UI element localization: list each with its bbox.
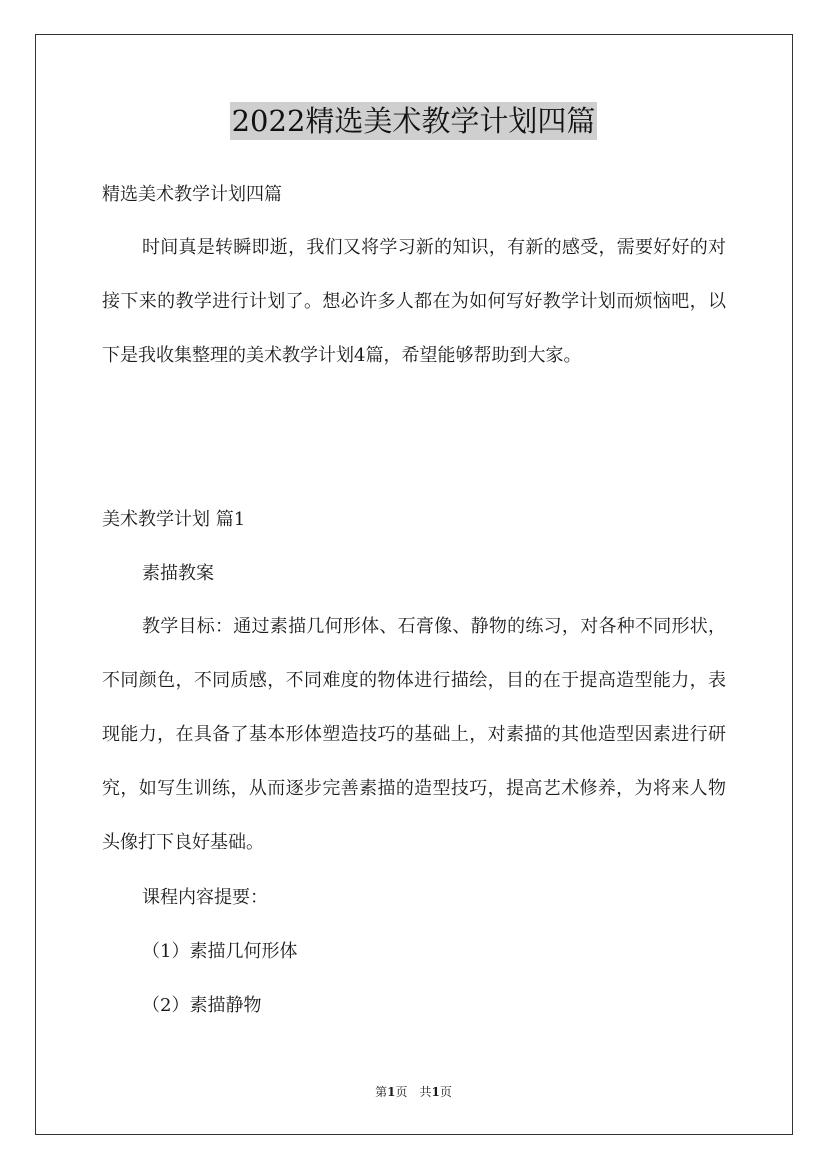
title-container [0, 102, 827, 140]
footer-page-suffix: 页 [439, 1085, 452, 1099]
outline-heading: 课程内容提要： [142, 887, 268, 908]
footer-page-prefix: 第 [375, 1085, 388, 1099]
footer-page-total: 1 [431, 1085, 440, 1099]
section-heading: 美术教学计划 篇1 [102, 509, 246, 530]
page-footer [0, 1083, 827, 1101]
sub-heading: 素描教案 [142, 563, 214, 584]
objective-paragraph: 教学目标：通过素描几何形体、石膏像、静物的练习，对各种不同形状，不同颜色，不同质感，不同难度的物体进行描绘，目的在于提高造型能力，表现能力，在具备了基本形体塑造技巧的基础上，对素描的其他造型因素进行研究，如写生训练，从而逐步完善素描的造型技巧，提高艺术修养，为将来人物头像打下良好基础。 [102, 616, 726, 853]
outline-item: （1）素描几何形体 [142, 941, 298, 962]
intro-paragraph: 时间真是转瞬即逝，我们又将学习新的知识，有新的感受，需要好好的对接下来的教学进行计划了。想必许多人都在为如何写好教学计划而烦恼吧，以下是我收集整理的美术教学计划4篇，希望能够帮助到大家。 [102, 237, 726, 366]
document-title: 2022精选美术教学计划四篇 [231, 104, 596, 138]
footer-page-number: 1 [387, 1085, 396, 1099]
footer-page-mid: 页 共 [395, 1085, 432, 1099]
outline-item: （2）素描静物 [142, 995, 262, 1016]
document-subtitle: 精选美术教学计划四篇 [102, 184, 282, 205]
